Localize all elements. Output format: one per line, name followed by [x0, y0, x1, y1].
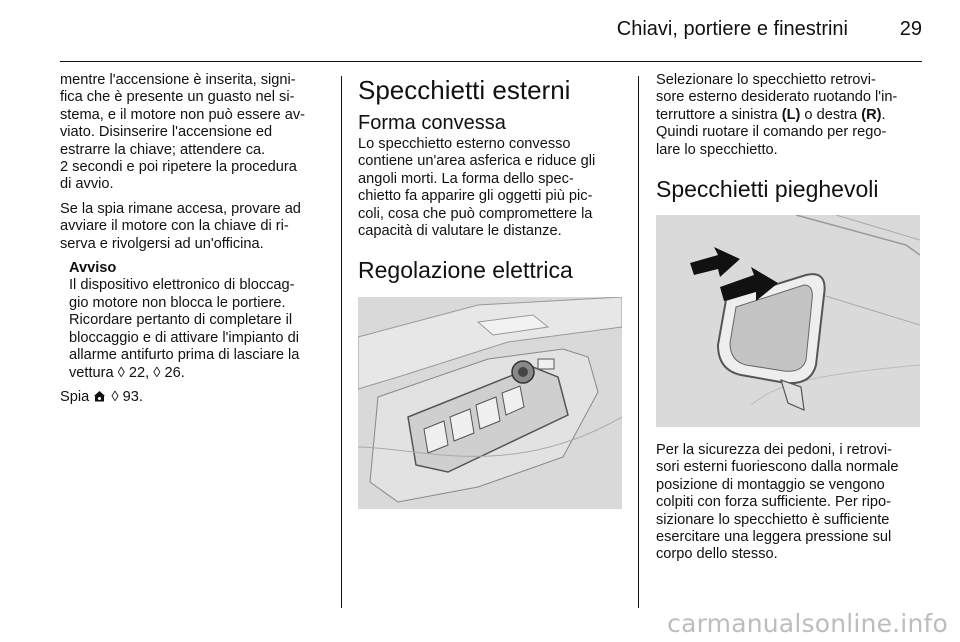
- figure-door-switch-panel: [358, 297, 622, 514]
- header-rule: [60, 61, 922, 62]
- page-number: 29: [899, 18, 922, 40]
- note-box: [69, 260, 328, 382]
- paragraph-start-error: mentre l'accensione è inserita, signi- fica che è presente un guasto nel si- stema, e il motore non può essere av- viato. Disinserire l'accensione ed estrarre la chiave; attendere ca. 2 secondi e poi ripetere la procedura di avvio.: [60, 72, 305, 193]
- page-title: Chiavi, portiere e finestrini: [616, 18, 848, 40]
- folding-mirror-illustration: [656, 215, 920, 427]
- heading-folding-mirrors: Specchietti pieghevoli: [656, 176, 879, 203]
- paragraph-select-mirror: Selezionare lo specchietto retrovi- sore esterno desiderato ruotando l'in- terruttore a sinistra (L) o destra (R). Quindi ruotare il comando per rego- lare lo specchietto.: [656, 72, 898, 158]
- warning-light-ref: Spia ◊ 93.: [60, 389, 328, 407]
- door-switch-illustration: [358, 297, 622, 509]
- watermark: carmanualsonline.info: [667, 609, 948, 638]
- note-text: Il dispositivo elettronico di bloccag- gio motore non blocca le portiere. Ricordare pertanto di completare il bloccaggio e di attivare l'impianto di allarme antifurto prima di lasciare la vettura ◊ 22, ◊ 26.: [69, 277, 300, 381]
- column-1: [60, 72, 328, 407]
- figure-folding-mirror: [656, 215, 926, 432]
- immobilizer-warning-icon: [93, 390, 106, 407]
- note-title: Avviso: [69, 260, 117, 277]
- column-divider-2: [638, 76, 639, 608]
- paragraph-spare-key: Se la spia rimane accesa, provare ad avviare il motore con la chiave di ri- serva e rivolgersi ad un'officina.: [60, 200, 301, 252]
- column-2: [358, 72, 622, 514]
- page-header: [0, 14, 960, 48]
- column-3: [656, 72, 926, 564]
- heading-convex-shape: Forma convessa: [358, 112, 506, 134]
- column-divider-1: [341, 76, 342, 608]
- paragraph-folding: Per la sicurezza dei pedoni, i retrovi- sori esterni fuoriescono dalla normale posizione di montaggio se vengono colpiti con forza sufficiente. Per ripo- sizionare lo specchietto è sufficiente esercitare una leggera pressione sul corpo dello stesso.: [656, 442, 899, 563]
- paragraph-convex: Lo specchietto esterno convesso contiene un'area asferica e riduce gli angoli morti. La forma dello spec- chietto fa apparire gli oggetti più pic- coli, cosa che può compromettere la capacità di valutare le distanze.: [358, 136, 596, 240]
- heading-electric-adjustment: Regolazione elettrica: [358, 257, 573, 284]
- heading-exterior-mirrors: Specchietti esterni: [358, 75, 571, 105]
